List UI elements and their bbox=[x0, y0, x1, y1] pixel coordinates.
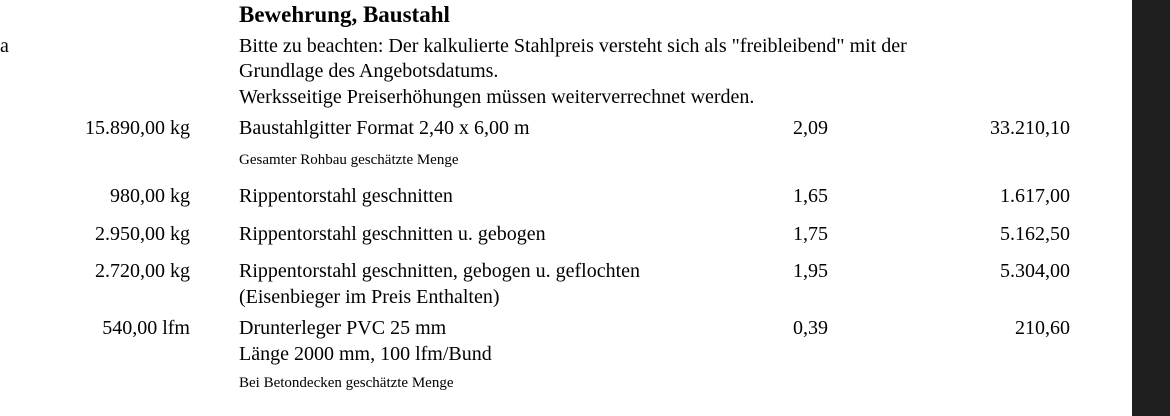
description: Rippentorstahl geschnitten u. gebogen bbox=[239, 223, 546, 245]
line-total: 210,60 bbox=[1015, 317, 1070, 339]
note-line-3: Werksseitige Preiserhöhungen müssen weiterverrechnet werden. bbox=[239, 86, 755, 108]
quantity: 980,00 kg bbox=[110, 185, 190, 207]
description: Baustahlgitter Format 2,40 x 6,00 m bbox=[239, 117, 530, 139]
line-total: 5.162,50 bbox=[1000, 223, 1070, 245]
description-line-2: Länge 2000 mm, 100 lfm/Bund bbox=[239, 343, 492, 365]
quantity: 15.890,00 kg bbox=[85, 117, 190, 139]
line-total: 1.617,00 bbox=[1000, 185, 1070, 207]
quantity: 540,00 lfm bbox=[102, 317, 190, 339]
unit-price: 1,75 bbox=[793, 223, 828, 245]
quantity: 2.950,00 kg bbox=[95, 223, 190, 245]
remark: Bei Betondecken geschätzte Menge bbox=[239, 375, 454, 391]
description-line-2: (Eisenbieger im Preis Enthalten) bbox=[239, 286, 500, 308]
line-total: 33.210,10 bbox=[990, 117, 1070, 139]
line-total: 5.304,00 bbox=[1000, 260, 1070, 282]
margin-letter: a bbox=[0, 35, 9, 57]
description: Rippentorstahl geschnitten, gebogen u. geflochten bbox=[239, 260, 641, 282]
description: Drunterleger PVC 25 mm bbox=[239, 317, 447, 339]
note-line-1: Bitte zu beachten: Der kalkulierte Stahlpreis versteht sich als "freibleibend" mit der bbox=[239, 35, 907, 57]
quantity: 2.720,00 kg bbox=[95, 260, 190, 282]
unit-price: 1,95 bbox=[793, 260, 828, 282]
unit-price: 2,09 bbox=[793, 117, 828, 139]
window-edge bbox=[1132, 0, 1170, 416]
description: Rippentorstahl geschnitten bbox=[239, 185, 453, 207]
unit-price: 0,39 bbox=[793, 317, 828, 339]
remark: Gesamter Rohbau geschätzte Menge bbox=[239, 152, 459, 168]
unit-price: 1,65 bbox=[793, 185, 828, 207]
section-heading: Bewehrung, Baustahl bbox=[239, 2, 450, 27]
note-line-2: Grundlage des Angebotsdatums. bbox=[239, 60, 499, 82]
